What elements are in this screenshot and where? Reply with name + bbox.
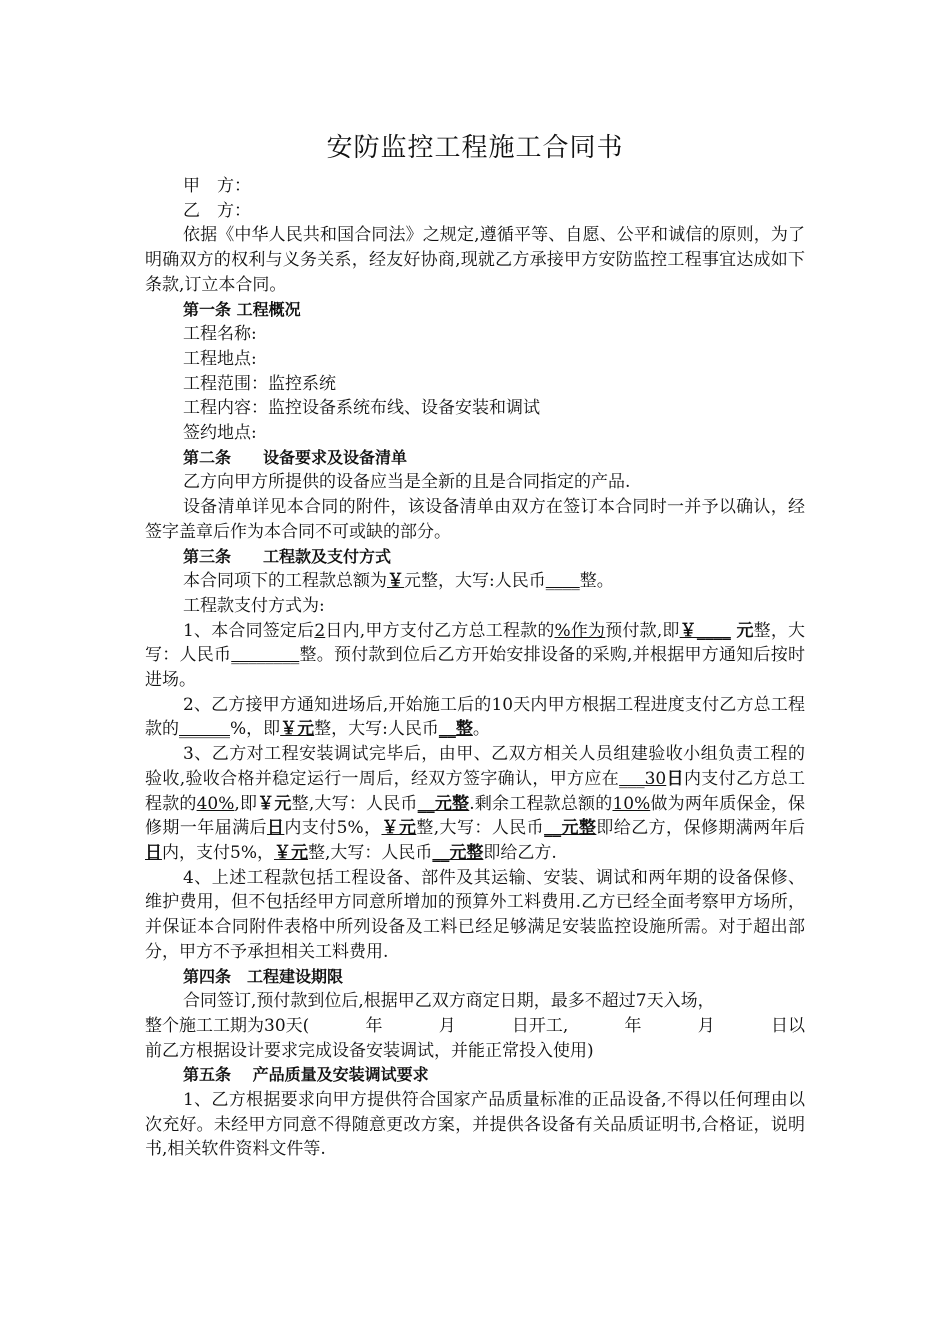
- intro-paragraph: 依据《中华人民共和国合同法》之规定,遵循平等、自愿、公平和诚信的原则，为了明确双方的权利与义务关系，经友好协商,现就乙方承接甲方安防监控工程事宜达成如下条款,订立本合同。: [145, 225, 805, 295]
- payment-item-3: 3、乙方对工程安装调试完毕后，由甲、乙双方相关人员组建验收小组负责工程的验收,验收合格并稳定运行一周后，经双方签字确认，甲方应在___30日内支付乙方总工程款的40%,即￥元整,大写：人民币__元整.剩余工程款总额的10%做为两年质保金，保修期一年届满后日内支付5%，￥元整,大写：人民币__元整即给乙方，保修期满两年后日内，支付5%，￥元整,大写：人民币__元整即给乙方.: [145, 744, 806, 863]
- project-scope-line: 工程范围：监控系统: [183, 373, 336, 394]
- payment-item-1: 1、本合同签定后2日内,甲方支付乙方总工程款的%作为预付款,即￥____ 元整，大写：人民币________整。预付款到位后乙方开始安排设备的采购,并根据甲方通知后按时进场。: [145, 620, 806, 691]
- article-2-heading: 第二条 设备要求及设备清单: [183, 447, 408, 467]
- article-2-paragraph-1: 乙方向甲方所提供的设备应当是全新的且是合同指定的产品.: [183, 472, 631, 493]
- article-4-line-1: 合同签订,预付款到位后,根据甲乙双方商定日期，最多不超过7天入场，: [183, 991, 715, 1012]
- project-name-line: 工程名称:: [183, 324, 257, 345]
- sign-place-line: 签约地点:: [183, 423, 257, 444]
- payment-item-4: 4、上述工程款包括工程设备、部件及其运输、安装、调试和两年期的设备保修、维护费用，但不包括经甲方同意所增加的预算外工料费用.乙方已经全面考察甲方场所，并保证本合同附件表格中所列设备及工料已经足够满足安装监控设施所需。对于超出部分，甲方不予承担相关工料费用.: [145, 867, 805, 962]
- project-location-line: 工程地点:: [183, 348, 257, 369]
- party-b-line: 乙 方：: [183, 200, 251, 221]
- contract-document: [145, 128, 805, 1162]
- project-content-line: 工程内容：监控设备系统布线、设备安装和调试: [183, 398, 540, 419]
- total-amount-line: 本合同项下的工程款总额为￥元整，大写:人民币____整。: [183, 571, 614, 592]
- payment-item-2: 2、乙方接甲方通知进场后,开始施工后的10天内甲方根据工程进度支付乙方总工程款的______%，即￥元整，大写:人民币__整。: [145, 694, 805, 740]
- article-4-line-3: 前乙方根据设计要求完成设备安装调试，并能正常投入使用): [145, 1040, 594, 1061]
- article-4-line-2: 整个施工工期为30天( 年 月 日开工, 年 月 日以: [145, 1015, 805, 1036]
- party-a-line: 甲 方：: [183, 176, 251, 196]
- article-4-heading: 第四条 工程建设期限: [183, 966, 344, 986]
- article-5-paragraph-1: 1、乙方根据要求向甲方提供符合国家产品质量标准的正品设备,不得以任何理由以次充好。未经甲方同意不得随意更改方案，并提供各设备有关品质证明书,合格证，说明书,相关软件资料文件等.: [145, 1090, 805, 1160]
- article-1-heading: 第一条 工程概况: [183, 299, 301, 319]
- article-3-heading: 第三条 工程款及支付方式: [183, 546, 392, 566]
- article-5-heading: 第五条 产品质量及安装调试要求: [183, 1065, 429, 1085]
- payment-method-line: 工程款支付方式为:: [183, 595, 325, 616]
- article-2-paragraph-2: 设备清单详见本合同的附件，该设备清单由双方在签订本合同时一并予以确认，经签字盖章后作为本合同不可或缺的部分。: [145, 497, 805, 542]
- document-title: 安防监控工程施工合同书: [326, 133, 624, 163]
